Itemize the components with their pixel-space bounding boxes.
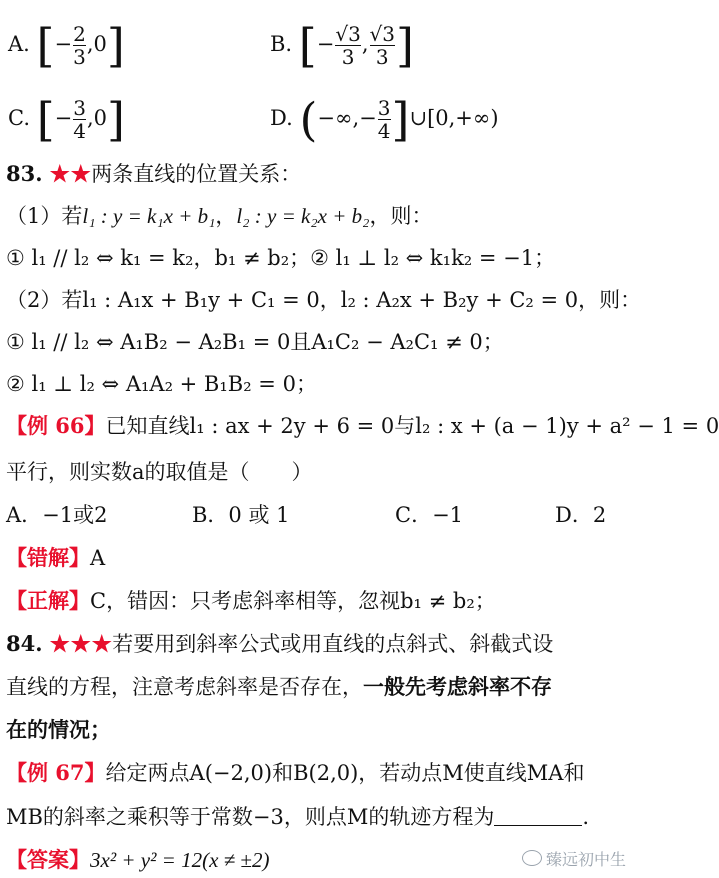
star-icon: ★★ bbox=[49, 162, 92, 186]
item84-line3: 在的情况； bbox=[6, 717, 111, 742]
option-d-label: D. bbox=[270, 106, 293, 130]
example-66-line2: 平行，则实数a的取值是（ ） bbox=[6, 460, 313, 484]
item83-heading: 83. ★★两条直线的位置关系： bbox=[6, 161, 302, 186]
star-icon: ★★★ bbox=[49, 632, 113, 656]
example-67-line2: MB的斜率之乘积等于常数−3，则点M的轨迹方程为 . bbox=[6, 805, 590, 829]
item83-line4: ① l₁ // l₂ ⇔ A₁B₂ − A₂B₁ = 0且A₁C₂ − A₂C₁ ≠ 0； bbox=[6, 330, 504, 354]
item84-line2: 直线的方程，注意考虑斜率是否存在，一般先考虑斜率不存 bbox=[6, 674, 552, 699]
ex67-answer: 【答案】3x² + y² = 12(x ≠ ±2) bbox=[6, 847, 270, 872]
wechat-icon bbox=[522, 850, 542, 866]
item84-line1: 84. ★★★若要用到斜率公式或用直线的点斜式、斜截式设 bbox=[6, 631, 554, 656]
option-c-label: C. bbox=[8, 106, 30, 130]
answer-blank bbox=[494, 805, 582, 826]
item83-line3: （2）若l₁ : A₁x + B₁y + C₁ = 0，l₂ : A₂x + B₂y + C₂ = 0，则： bbox=[6, 288, 642, 312]
option-b: B. [− $\frac{√3}{3}$ , $\frac{√3}{3}$ ] bbox=[270, 18, 414, 73]
ex66-option-a: A．−1或2 bbox=[6, 503, 108, 527]
ex66-wrong: 【错解】A bbox=[6, 545, 106, 570]
option-b-label: B. bbox=[270, 32, 293, 56]
example-67-line1: 【例 67】给定两点A(−2,0)和B(2,0)，若动点M使直线MA和 bbox=[6, 760, 585, 785]
item83-line5: ② l₁ ⊥ l₂ ⇔ A₁A₂ + B₁B₂ = 0； bbox=[6, 372, 317, 396]
example-66-line1: 【例 66】已知直线l₁ : ax + 2y + 6 = 0与l₂ : x + (a − 1)y + a² − 1 = 0 bbox=[6, 413, 719, 438]
item83-line2: ① l₁ // l₂ ⇔ k₁ = k₂，b₁ ≠ b₂；② l₁ ⊥ l₂ ⇔ k₁k₂ = −1； bbox=[6, 246, 556, 270]
option-d: D. (−∞,− $\frac{3}{4}$ ]∪[0,+∞) bbox=[270, 92, 499, 147]
ex66-option-b: B．0 或 1 bbox=[192, 503, 290, 527]
watermark: 臻远初中生 bbox=[522, 847, 626, 870]
ex66-option-c: C．−1 bbox=[395, 503, 464, 527]
item83-line1: （1）若l₁ : y = k₁x + b₁，l₂ : y = k₂x + b₂，则： bbox=[6, 204, 433, 228]
option-c: C. [− $\frac{3}{4}$ ,0] bbox=[8, 92, 125, 147]
option-a-label: A. bbox=[8, 32, 30, 56]
ex66-right: 【正解】C，错因：只考虑斜率相等，忽视b₁ ≠ b₂； bbox=[6, 588, 496, 613]
option-a: A. [− $\frac{2}{3}$ ,0] bbox=[8, 18, 125, 73]
ex66-option-d: D．2 bbox=[555, 503, 607, 527]
